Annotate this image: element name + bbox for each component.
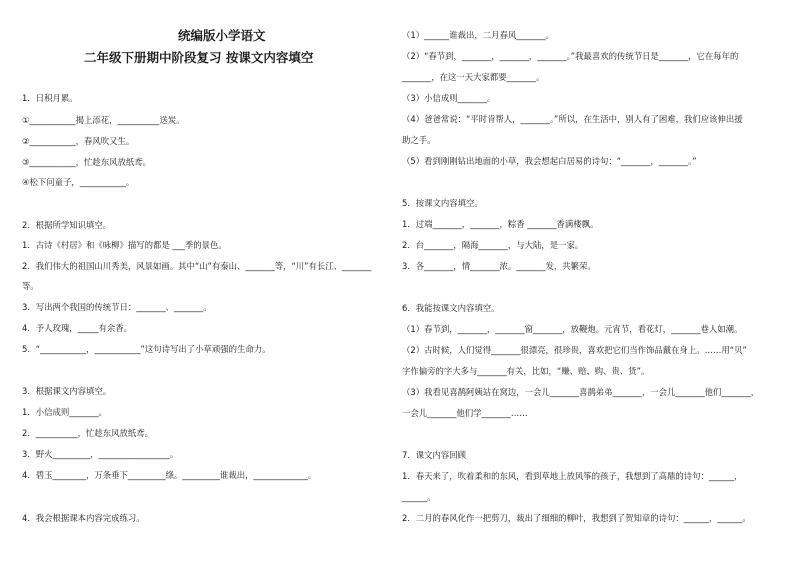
question-line: ④松下问童子，___________。 — [22, 177, 135, 187]
question-line: 3．写出两个我国的传统节日：_______、_______。 — [22, 302, 212, 312]
question-line: （2）古时候，人们觉得_______很漂亮，很珍贵，喜欢把它们当作饰品戴在身上。……用“贝” — [402, 345, 747, 355]
question-line: （3）我看见喜鹊阿姨站在窝边，一会儿_______喜鹊弟弟_______，一会儿_______他们_______， — [402, 387, 760, 397]
section-heading: 4．我会根据课本内容完成练习。 — [22, 513, 145, 523]
question-line: ③___________，忙趁东风放纸鸢。 — [22, 157, 151, 167]
question-line: ①___________揭上添花，__________送炭。 — [22, 115, 185, 125]
question-line: 等。 — [22, 281, 39, 291]
section-heading: 3．根据课文内容填空。 — [22, 386, 112, 396]
section-heading: 1．日积月累。 — [22, 93, 78, 103]
question-line: 1．过端_______，_______，粽香 _______香满楼飘。 — [402, 219, 599, 229]
worksheet-title: 统编版小学语文 — [178, 28, 266, 43]
section-heading: 5．按课文内容填空。 — [402, 198, 483, 208]
question-line: （3）小信成则_______。 — [402, 93, 496, 103]
question-line: 1．小信成则_______。 — [22, 407, 107, 417]
worksheet-subtitle: 二年级下册期中阶段复习 按课文内容填空 — [84, 50, 314, 65]
question-line: ______。 — [402, 492, 436, 502]
question-line: 2．二月的春风化作一把剪刀，裁出了细细的柳叶，我想到了贺知章的诗句：______，______。 — [402, 513, 751, 523]
question-line: 2．我们伟大的祖国山川秀美，风景如画。其中“山”有泰山、_______等，“川”有长江、_______ — [22, 261, 372, 271]
question-line: （5）看到刚刚钻出地面的小草，我会想起白居易的诗句：“_______，_______。” — [402, 156, 697, 166]
question-line: 5．“___________，___________”这句诗写出了小草顽强的生命力。 — [22, 344, 271, 354]
question-line: 4．碧玉________，万条垂下_________绦。_________谁裁出，_____________。 — [22, 470, 317, 480]
section-heading: 2．根据所学知识填空。 — [22, 220, 112, 230]
section-heading: 6．我能按课文内容填空。 — [402, 303, 500, 313]
question-line: ②___________，春风吹又生。 — [22, 136, 135, 146]
question-line: （2）“春节到，_______，_______，_______。”我最喜欢的传统节日是_______，它在每年的 — [402, 51, 739, 61]
question-line: 2．__________，忙趁东风放纸鸢。 — [22, 428, 153, 438]
question-line: 4．予人玫瑰，_____有余香。 — [22, 323, 133, 333]
section-heading: 7．课文内容回顾 — [402, 450, 466, 460]
question-line: 1．古诗《村居》和《咏柳》描写的都是 ___季的景色。 — [22, 240, 227, 250]
question-line: 助之手。 — [402, 135, 436, 145]
question-line: （1）______谁裁出，二月春风_______。 — [402, 30, 554, 40]
question-line: 一会儿_______他们学_______…… — [402, 408, 528, 418]
question-line: 2．台_______，隔海_______，与大陆，是一家。 — [402, 240, 584, 250]
question-line: （1）春节到，_______，_______窗_______，放鞭炮。元宵节，看花灯，_______巷人如潮。 — [402, 324, 743, 334]
question-line: 3．野火_________，_________________。 — [22, 449, 179, 459]
question-line: 3．各_______，情_______浓。_______发，共繁荣。 — [402, 261, 596, 271]
question-line: 1．春天来了，吹着柔和的东风，看到草地上放风筝的孩子，我想到了高鼎的诗句：______， — [402, 471, 743, 481]
question-line: _______，在这一天大家都要_______。 — [402, 72, 545, 82]
question-line: （4）爸爸常说：“平时肯帮人，_______。”所以，在生活中，别人有了困难，我们应该伸出援 — [402, 114, 743, 124]
question-line: 字作偏旁的字大多与_______有关，比如，“赚、赔、购、贵、货”。 — [402, 366, 650, 376]
